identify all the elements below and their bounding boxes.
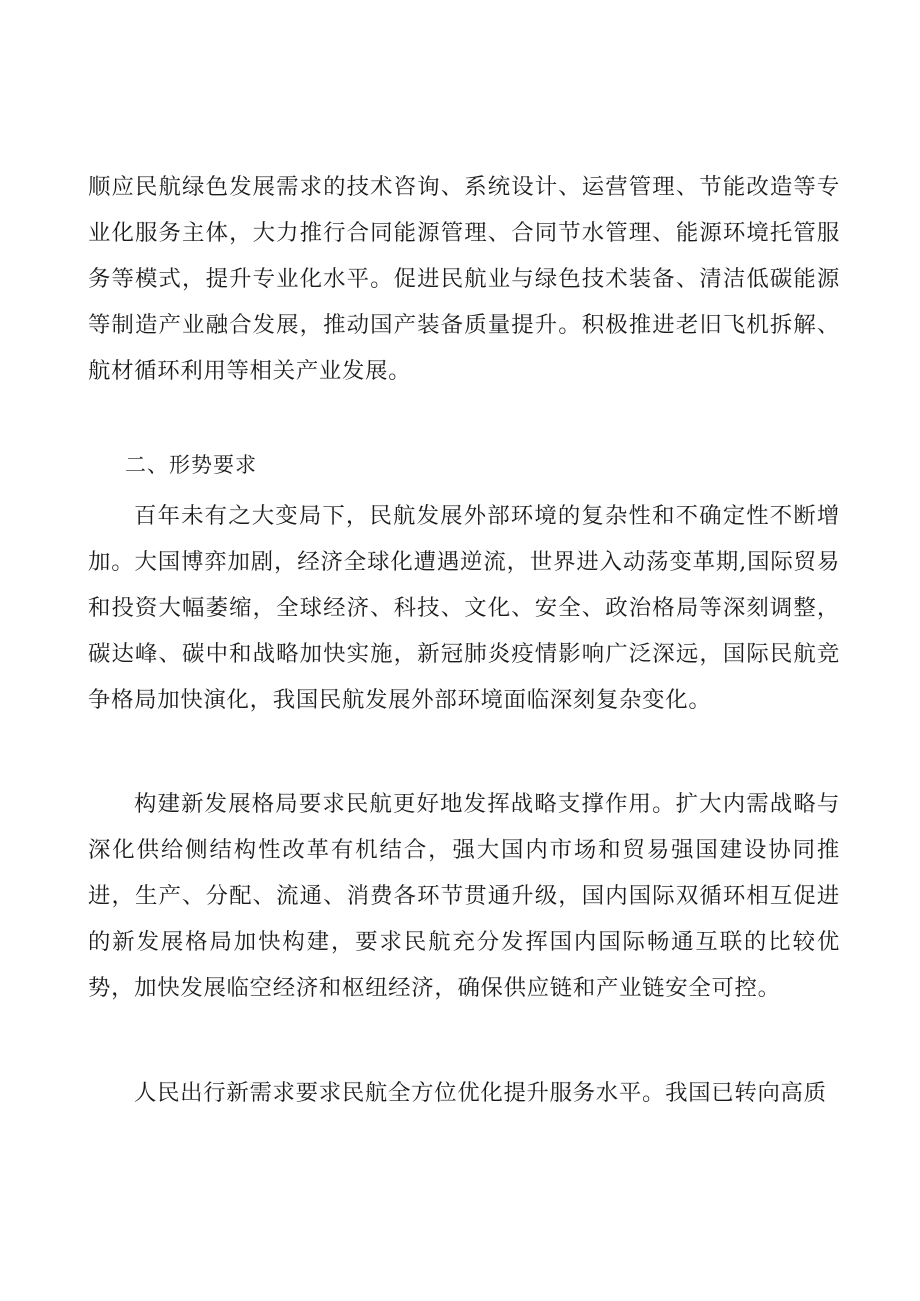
body-paragraph-travel-demand: 人民出行新需求要求民航全方位优化提升服务水平。我国已转向高质 (134, 1080, 827, 1106)
section-heading: 二、形势要求 (125, 453, 257, 477)
body-paragraph-external-environment: 百年未有之大变局下，民航发展外部环境的复杂性和不确定性不断增加。大国博弈加剧，经济全球化遭遇逆流，世界进入动荡变革期,国际贸易和投资大幅萎缩，全球经济、科技、文化、安全、政治格局等深刻调整，碳达峰、碳中和战略加快实施，新冠肺炎疫情影响广泛深远，国际民航竞争格局加快演化，我国民航发展外部环境面临深刻复杂变化。 (88, 503, 840, 713)
body-paragraph-new-development-pattern: 构建新发展格局要求民航更好地发挥战略支撑作用。扩大内需战略与深化供给侧结构性改革有机结合，强大国内市场和贸易强国建设协同推进，生产、分配、流通、消费各环节贯通升级，国内国际双循环相互促进的新发展格局加快构建，要求民航充分发挥国内国际畅通互联的比较优势，加快发展临空经济和枢纽经济，确保供应链和产业链安全可控。 (88, 791, 840, 1001)
body-paragraph-green-services: 顺应民航绿色发展需求的技术咨询、系统设计、运营管理、节能改造等专业化服务主体，大力推行合同能源管理、合同节水管理、能源环境托管服务等模式，提升专业化水平。促进民航业与绿色技术装备、清洁低碳能源等制造产业融合发展，推动国产装备质量提升。积极推进老旧飞机拆解、航材循环利用等相关产业发展。 (88, 174, 840, 384)
